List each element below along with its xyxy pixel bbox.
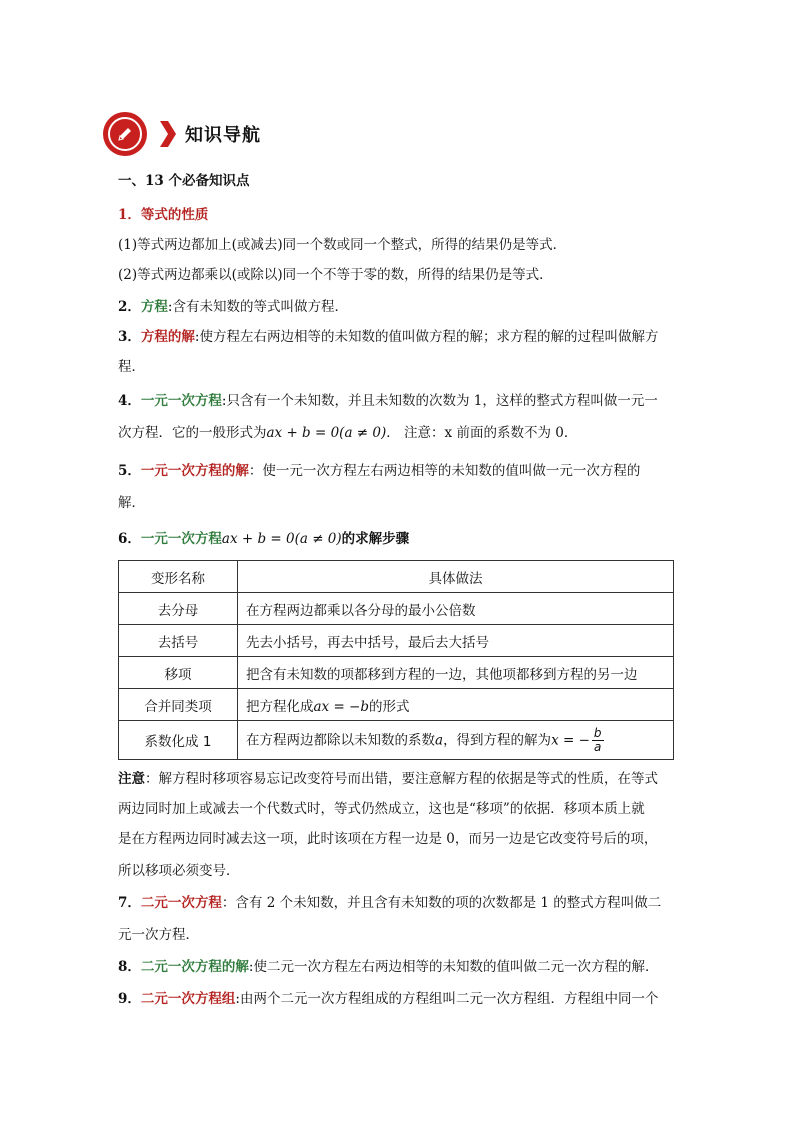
item-number: 4． <box>118 393 141 409</box>
item-number: 9． <box>118 991 141 1007</box>
step-name: 移项 <box>119 657 238 689</box>
section-header <box>103 112 261 156</box>
item-7 <box>118 894 661 912</box>
header-title: 知识导航 <box>185 125 261 146</box>
item-number: 8． <box>118 959 141 975</box>
text-part: 在方程两边都除以未知数的系数 <box>246 732 435 748</box>
step-name: 去括号 <box>119 625 238 657</box>
variable: a <box>435 732 444 748</box>
table-row <box>119 657 674 689</box>
note-text: ：解方程时移项容易忘记改变符号而出错，要注意解方程的依据是等式的性质，在等式 <box>145 771 658 787</box>
step-method <box>238 689 674 721</box>
item-label: 一元一次方程 <box>140 531 222 547</box>
item-6 <box>118 530 409 548</box>
text-part: 把方程化成 <box>246 698 314 715</box>
step-method: 把含有未知数的项都移到方程的一边，其他项都移到方程的另一边 <box>238 657 674 689</box>
item-1 <box>118 206 208 224</box>
text-part: 的形式 <box>369 698 410 715</box>
item-number: 3． <box>118 329 141 345</box>
item-label: 二元一次方程组 <box>140 991 236 1007</box>
item-text-continued: 解． <box>118 495 145 511</box>
fraction-numerator: b <box>593 725 602 740</box>
table-header: 变形名称 <box>119 561 238 593</box>
table-row <box>119 593 674 625</box>
item-8 <box>118 958 658 976</box>
item-4 <box>118 392 658 410</box>
pencil-logo-icon <box>103 112 147 156</box>
item-text-continued <box>118 424 577 442</box>
item-3 <box>118 328 658 346</box>
section-title: 一、13 个必备知识点 <box>118 173 250 189</box>
fraction-denominator: a <box>594 739 602 754</box>
step-method <box>238 721 674 760</box>
item-text-continued: 元一次方程． <box>118 927 199 943</box>
note-line: 是在方程两边同时减去这一项，此时该项在方程一边是 0，而另一边是它改变符号后的项， <box>118 831 658 847</box>
step-name: 系数化成 1 <box>119 721 238 760</box>
step-method: 在方程两边都乘以各分母的最小公倍数 <box>238 593 674 625</box>
note-line <box>118 770 658 788</box>
item-label: 一元一次方程 <box>140 393 222 409</box>
item-text: :只含有一个未知数，并且未知数的次数为 1，这样的整式方程叫做一元一 <box>221 393 658 409</box>
item-number: 1． <box>118 207 141 223</box>
item-9 <box>118 990 658 1008</box>
note-label: 注意 <box>118 771 145 787</box>
item-label: 等式的性质 <box>140 207 209 223</box>
item-label: 方程 <box>140 299 168 315</box>
solution-formula: x = − <box>551 732 590 748</box>
item-number: 7． <box>118 895 141 911</box>
item-label: 二元一次方程 <box>140 895 222 911</box>
item-text: :使方程左右两边相等的未知数的值叫做方程的解；求方程的解的过程叫做解方 <box>194 329 659 345</box>
item-text-continued: 程． <box>118 359 145 375</box>
formula: ax + b = 0(a ≠ 0) <box>221 531 342 547</box>
item-label: 方程的解 <box>140 329 195 345</box>
chevron-right-icon <box>157 119 177 149</box>
item-2 <box>118 298 348 316</box>
text-part: 次方程．它的一般形式为 <box>118 425 267 441</box>
item-number: 5． <box>118 463 141 479</box>
fraction <box>592 727 604 754</box>
item-5 <box>118 462 640 480</box>
table-header-row <box>119 561 674 593</box>
step-name: 合并同类项 <box>119 689 238 721</box>
solving-steps-table <box>118 560 674 760</box>
item-text: :含有未知数的等式叫做方程． <box>167 299 348 315</box>
table-row <box>119 721 674 760</box>
step-name: 去分母 <box>119 593 238 625</box>
text-part: ，得到方程的解为 <box>443 732 552 748</box>
item-number: 6． <box>118 531 141 547</box>
item-label: 一元一次方程的解 <box>140 463 249 479</box>
item-suffix: 的求解步骤 <box>341 531 410 547</box>
table-row <box>119 689 674 721</box>
formula: ax = −b <box>313 698 370 715</box>
table-row <box>119 625 674 657</box>
note-line: 所以移项必须变号． <box>118 863 240 879</box>
item-text: ：使一元一次方程左右两边相等的未知数的值叫做一元一次方程的 <box>248 463 641 479</box>
item-label: 二元一次方程的解 <box>140 959 249 975</box>
text-part: ． 注意：x 前面的系数不为 0． <box>386 425 578 441</box>
item-text: ：含有 2 个未知数，并且含有未知数的项的次数都是 1 的整式方程叫做二 <box>221 895 662 911</box>
item-text: :使二元一次方程左右两边相等的未知数的值叫做二元一次方程的解． <box>248 959 659 975</box>
item-text: :由两个二元一次方程组成的方程组叫二元一次方程组．方程组中同一个 <box>235 991 659 1007</box>
item-number: 2． <box>118 299 141 315</box>
paragraph: (2)等式两边都乘以(或除以)同一个不等于零的数，所得的结果仍是等式． <box>118 267 553 283</box>
formula: ax + b = 0(a ≠ 0) <box>266 425 387 441</box>
note-line: 两边同时加上或减去一个代数式时，等式仍然成立，这也是“移项”的依据．移项本质上就 <box>118 801 645 817</box>
paragraph: (1)等式两边都加上(或减去)同一个数或同一个整式，所得的结果仍是等式． <box>118 237 567 253</box>
table-header: 具体做法 <box>238 561 674 593</box>
step-method: 先去小括号，再去中括号，最后去大括号 <box>238 625 674 657</box>
